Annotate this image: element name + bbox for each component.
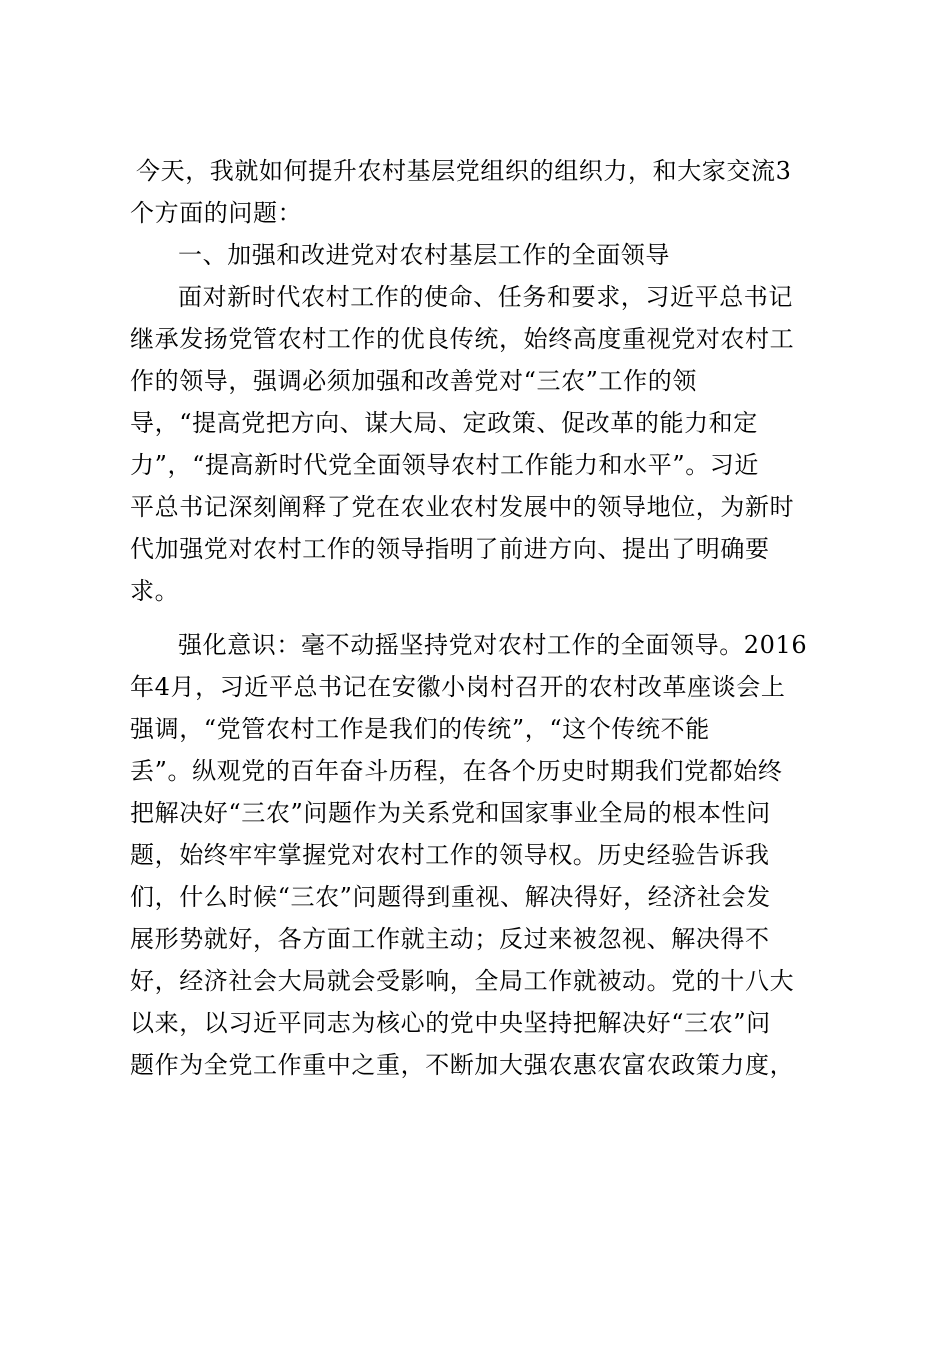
paragraph-line: 题作为全党工作重中之重，不断加大强农惠农富农政策力度， xyxy=(130,1051,795,1079)
paragraph-line: 代加强党对农村工作的领导指明了前进方向、提出了明确要 xyxy=(130,535,770,563)
paragraph-line: 导，“提高党把方向、谋大局、定政策、促改革的能力和定 xyxy=(130,409,758,437)
intro-line: 今天，我就如何提升农村基层党组织的组织力，和大家交流3 xyxy=(136,157,792,185)
paragraph-line: 好，经济社会大局就会受影响，全局工作就被动。党的十八大 xyxy=(130,967,795,995)
intro-line: 个方面的问题： xyxy=(130,199,303,227)
paragraph-leadership xyxy=(130,276,830,612)
paragraph-line: 力”，“提高新时代党全面领导农村工作能力和水平”。习近 xyxy=(130,451,760,479)
paragraph-line: 面对新时代农村工作的使命、任务和要求，习近平总书记 xyxy=(178,283,793,311)
paragraph-line: 年4月，习近平总书记在安徽小岗村召开的农村改革座谈会上 xyxy=(130,673,786,701)
section-heading: 一、加强和改进党对农村基层工作的全面领导 xyxy=(178,241,670,269)
intro-paragraph xyxy=(130,150,830,234)
document-body xyxy=(130,150,830,1086)
paragraph-line: 求。 xyxy=(130,577,180,605)
paragraph-line: 题，始终牢牢掌握党对农村工作的领导权。历史经验告诉我 xyxy=(130,841,770,869)
paragraph-line: 展形势就好，各方面工作就主动；反过来被忽视、解决得不 xyxy=(130,925,770,953)
paragraph-line: 以来，以习近平同志为核心的党中央坚持把解决好“三农”问 xyxy=(130,1009,771,1037)
paragraph-awareness xyxy=(130,624,830,1086)
paragraph-line: 平总书记深刻阐释了党在农业农村发展中的领导地位，为新时 xyxy=(130,493,795,521)
paragraph-line: 把解决好“三农”问题作为关系党和国家事业全局的根本性问 xyxy=(130,799,771,827)
paragraph-line: 继承发扬党管农村工作的优良传统，始终高度重视党对农村工 xyxy=(130,325,795,353)
paragraph-line: 们，什么时候“三农”问题得到重视、解决得好，经济社会发 xyxy=(130,883,771,911)
paragraph-line: 丢”。纵观党的百年奋斗历程，在各个历史时期我们党都始终 xyxy=(130,757,783,785)
paragraph-line: 强化意识：毫不动摇坚持党对农村工作的全面领导。2016 xyxy=(178,631,808,659)
paragraph-line: 作的领导，强调必须加强和改善党对“三农”工作的领 xyxy=(130,367,697,395)
paragraph-line: 强调，“党管农村工作是我们的传统”，“这个传统不能 xyxy=(130,715,710,743)
